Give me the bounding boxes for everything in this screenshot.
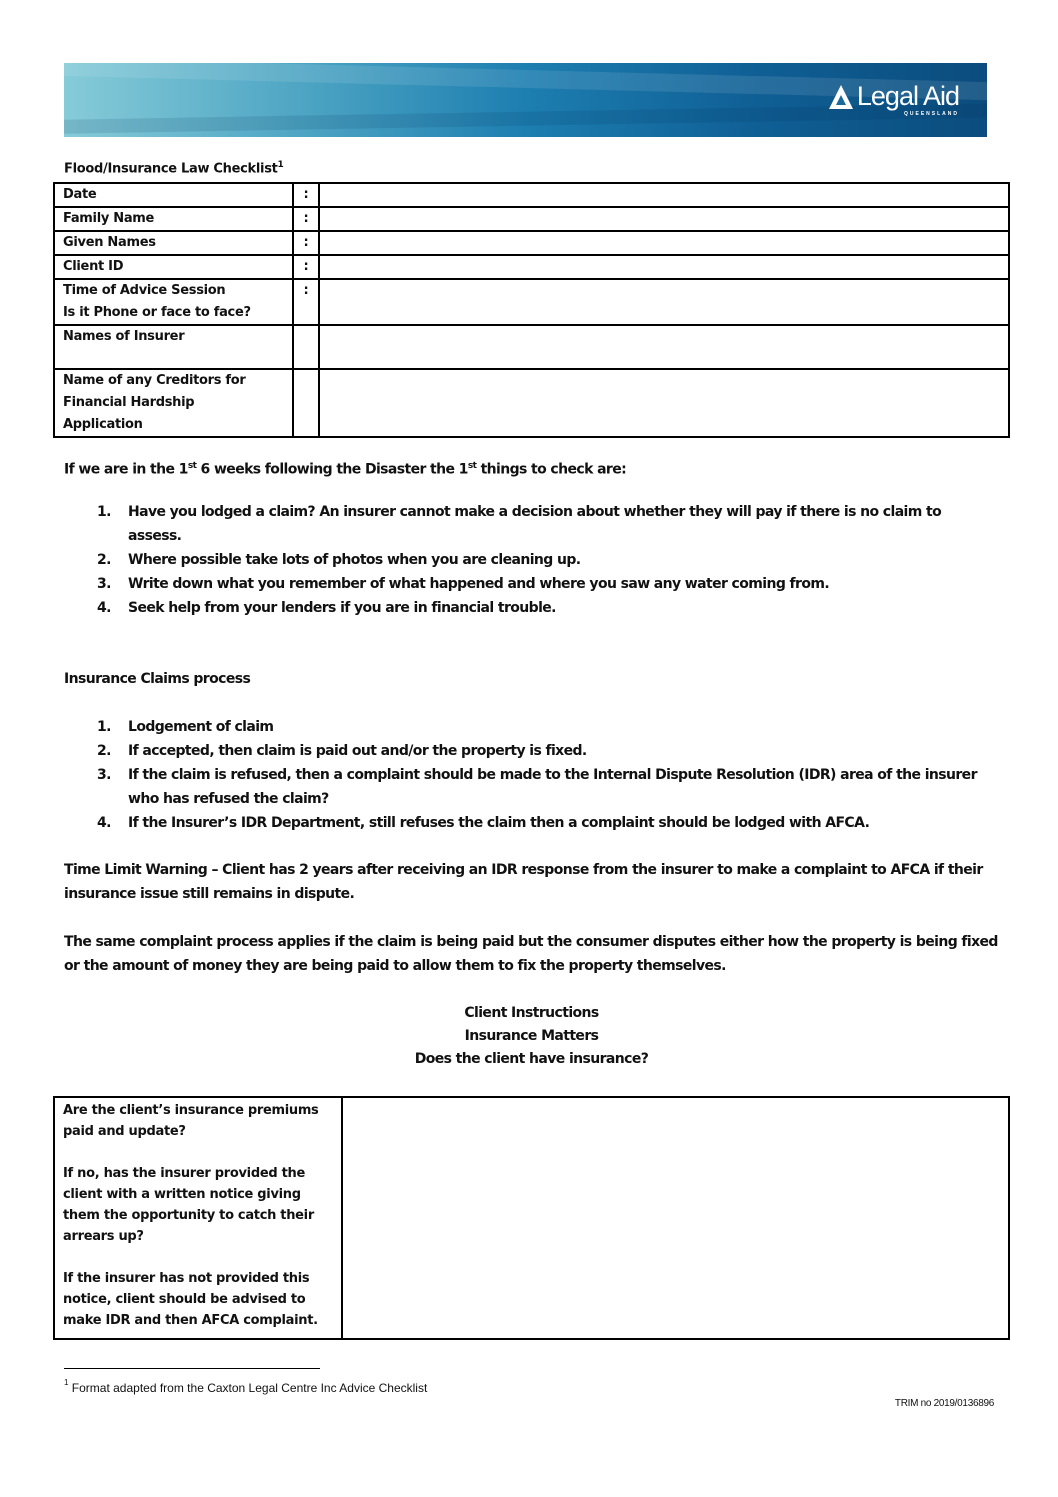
creditors-label: Name of any Creditors for Financial Hardship Application — [54, 369, 293, 437]
insurance-questions-table — [53, 1096, 1010, 1340]
client-id-field[interactable] — [319, 255, 1009, 279]
premiums-question: Are the client’s insurance premiums paid and update? — [63, 1103, 319, 1139]
header-banner — [64, 63, 987, 137]
table-row — [54, 369, 1009, 437]
trim-number: TRIM no 2019/0136896 — [894, 1398, 994, 1409]
legal-aid-logo — [829, 83, 959, 117]
list-item: 1. Have you lodged a claim? An insurer cannot make a decision about whether they will pay if there is no claim to assess. — [97, 504, 942, 544]
insurer-names-label: Names of Insurer — [54, 325, 293, 369]
first-weeks-intro: If we are in the 1st 6 weeks following the Disaster the 1st things to check are: — [64, 461, 627, 478]
insurer-names-field[interactable] — [319, 325, 1009, 369]
table-row: Date : — [54, 183, 1009, 207]
first-weeks-list — [97, 500, 997, 620]
footnote-ref: 1 — [277, 160, 284, 170]
advice-session-label: Time of Advice Session Is it Phone or face to face? — [54, 279, 293, 325]
logo-text: Legal Aid — [856, 81, 959, 111]
legal-aid-triangle-icon — [829, 85, 853, 109]
list-item: 4. Seek help from your lenders if you are in financial trouble. — [97, 600, 556, 616]
creditors-field[interactable] — [319, 369, 1009, 437]
table-row: Time of Advice Session Is it Phone or face to face? : — [54, 279, 1009, 325]
list-item: 2. If accepted, then claim is paid out and/or the property is fixed. — [97, 743, 587, 759]
list-item: 2. Where possible take lots of photos when you are cleaning up. — [97, 552, 581, 568]
footnote-divider — [64, 1368, 320, 1369]
list-item: 1. Lodgement of claim — [97, 719, 274, 735]
client-id-label: Client ID — [54, 255, 293, 279]
given-names-field[interactable] — [319, 231, 1009, 255]
table-row: Given Names : — [54, 231, 1009, 255]
advice-note: If the insurer has not provided this notice, client should be advised to make IDR and then AFCA complaint. — [63, 1271, 318, 1328]
logo-subtext: QUEENSLAND — [903, 111, 959, 117]
family-name-label: Family Name — [54, 207, 293, 231]
footnote: $^1$ Format adapted from the Caxton Legal Centre Inc Advice Checklist — [64, 1378, 428, 1395]
list-item: 3. If the claim is refused, then a complaint should be made to the Internal Dispute Resolution (IDR) area of the insurer who has refused the claim? — [97, 767, 977, 807]
list-item: 4. If the Insurer’s IDR Department, still refuses the claim then a complaint should be lodged with AFCA. — [97, 815, 870, 831]
advice-session-field[interactable] — [319, 279, 1009, 325]
family-name-field[interactable] — [319, 207, 1009, 231]
list-item: 3. Write down what you remember of what happened and where you saw any water coming from. — [97, 576, 830, 592]
claims-process-list — [97, 715, 997, 835]
notice-question: If no, has the insurer provided the client with a written notice giving them the opportunity to catch their arrears up? — [63, 1166, 314, 1244]
date-field[interactable] — [319, 183, 1009, 207]
insurance-questions-cell — [54, 1097, 342, 1339]
client-details-table — [53, 182, 1010, 438]
client-instructions-heading: Client Instructions Insurance Matters Does the client have insurance? — [414, 1005, 649, 1067]
claims-process-heading: Insurance Claims process — [64, 671, 251, 687]
date-label: Date — [54, 183, 293, 207]
given-names-label: Given Names — [54, 231, 293, 255]
same-process-paragraph: The same complaint process applies if the claim is being paid but the consumer disputes either how the property is being fixed or the amount of money they are being paid to allow them to fix the property themselves. — [64, 934, 998, 974]
table-row — [54, 325, 1009, 369]
table-row — [54, 1097, 1009, 1339]
table-row: Client ID : — [54, 255, 1009, 279]
insurance-answer-field[interactable] — [342, 1097, 1009, 1339]
form-title: Flood/Insurance Law Checklist$^1$ — [64, 160, 284, 177]
table-row: Family Name : — [54, 207, 1009, 231]
time-limit-warning: Time Limit Warning – Client has 2 years after receiving an IDR response from the insurer to make a complaint to AFCA if their insurance issue still remains in dispute. — [64, 862, 983, 902]
